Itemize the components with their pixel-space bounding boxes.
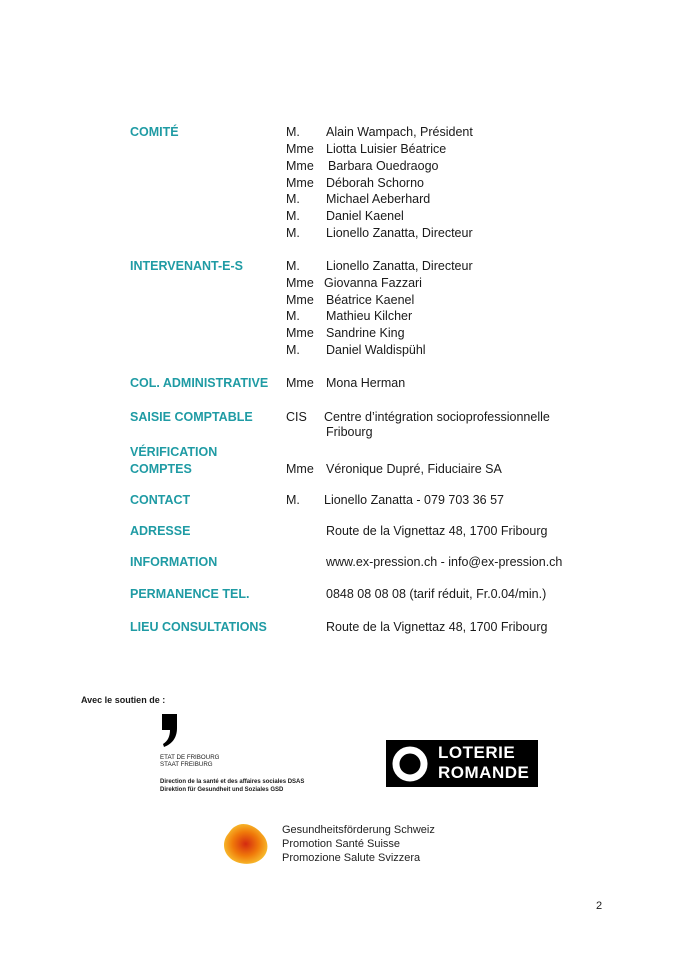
loterie-ring-icon xyxy=(390,744,430,784)
verification-label-continued: COMPTES xyxy=(130,462,192,476)
member-title: CIS xyxy=(286,410,307,424)
member-name: Lionello Zanatta, Directeur xyxy=(326,226,473,240)
support-heading: Avec le soutien de : xyxy=(81,695,166,705)
saisie-label: SAISIE COMPTABLE xyxy=(130,410,253,424)
member-title: M. xyxy=(286,259,300,273)
member-title: M. xyxy=(286,343,300,357)
loterie-text: LOTERIE xyxy=(438,743,516,762)
member-title: M. xyxy=(286,226,300,240)
member-name: Lionello Zanatta, Directeur xyxy=(326,259,473,273)
member-title: Mme xyxy=(286,326,314,340)
comite-label: COMITÉ xyxy=(130,125,179,139)
member-name: Daniel Waldispühl xyxy=(326,343,426,357)
adresse-value: Route de la Vignettaz 48, 1700 Fribourg xyxy=(326,524,548,538)
member-name-continued: Fribourg xyxy=(326,425,373,439)
adresse-label: ADRESSE xyxy=(130,524,191,538)
member-name: Alain Wampach, Président xyxy=(326,125,473,139)
promotion-blob-icon xyxy=(222,822,272,866)
contact-label: CONTACT xyxy=(130,493,191,507)
member-name: Daniel Kaenel xyxy=(326,209,404,223)
member-name: Michael Aeberhard xyxy=(326,192,431,206)
lieu-label: LIEU CONSULTATIONS xyxy=(130,620,267,634)
member-title: M. xyxy=(286,125,300,139)
member-name: Sandrine King xyxy=(326,326,405,340)
intervenants-label: INTERVENANT-E-S xyxy=(130,259,243,273)
information-label: INFORMATION xyxy=(130,555,218,569)
fribourg-comma-icon xyxy=(160,712,180,748)
member-name: Barbara Ouedraogo xyxy=(328,159,439,173)
member-name: Liotta Luisier Béatrice xyxy=(326,142,447,156)
member-title: Mme xyxy=(286,376,314,390)
permanence-label: PERMANENCE TEL. xyxy=(130,587,250,601)
lieu-value: Route de la Vignettaz 48, 1700 Fribourg xyxy=(326,620,548,634)
member-title: Mme xyxy=(286,159,314,173)
member-name: Mona Herman xyxy=(326,376,406,390)
information-value: www.ex-pression.ch - info@ex-pression.ch xyxy=(326,555,563,569)
fribourg-line: Direction de la santé et des affaires sociales DSAS xyxy=(160,779,305,785)
member-name: Déborah Schorno xyxy=(326,176,424,190)
member-name: Béatrice Kaenel xyxy=(326,293,415,307)
fribourg-line: Direktion für Gesundheit und Soziales GSD xyxy=(160,787,284,793)
page-number: 2 xyxy=(596,900,603,912)
member-name: Giovanna Fazzari xyxy=(324,276,422,290)
fribourg-line: STAAT FREIBURG xyxy=(160,761,213,768)
member-title: M. xyxy=(286,192,300,206)
member-title: Mme xyxy=(286,142,314,156)
loterie-text: ROMANDE xyxy=(438,763,530,782)
permanence-value: 0848 08 08 08 (tarif réduit, Fr.0.04/min.) xyxy=(326,587,547,601)
loterie-romande-logo xyxy=(386,740,538,787)
member-name: Véronique Dupré, Fiduciaire SA xyxy=(326,462,502,476)
promotion-line: Promotion Santé Suisse xyxy=(282,838,401,850)
promotion-line: Gesundheitsförderung Schweiz xyxy=(282,824,435,836)
member-title: M. xyxy=(286,309,300,323)
member-name: Mathieu Kilcher xyxy=(326,309,413,323)
member-title: Mme xyxy=(286,276,314,290)
member-title: M. xyxy=(286,493,300,507)
member-title: Mme xyxy=(286,293,314,307)
member-title: Mme xyxy=(286,462,314,476)
member-title: M. xyxy=(286,209,300,223)
fribourg-line: ETAT DE FRIBOURG xyxy=(160,754,220,761)
col-admin-label: COL. ADMINISTRATIVE xyxy=(130,376,269,390)
verification-label: VÉRIFICATION xyxy=(130,445,218,459)
member-name: Centre d’intégration socioprofessionnelle xyxy=(324,410,550,424)
member-title: Mme xyxy=(286,176,314,190)
contact-value: Lionello Zanatta - 079 703 36 57 xyxy=(324,493,504,507)
promotion-line: Promozione Salute Svizzera xyxy=(282,852,421,864)
